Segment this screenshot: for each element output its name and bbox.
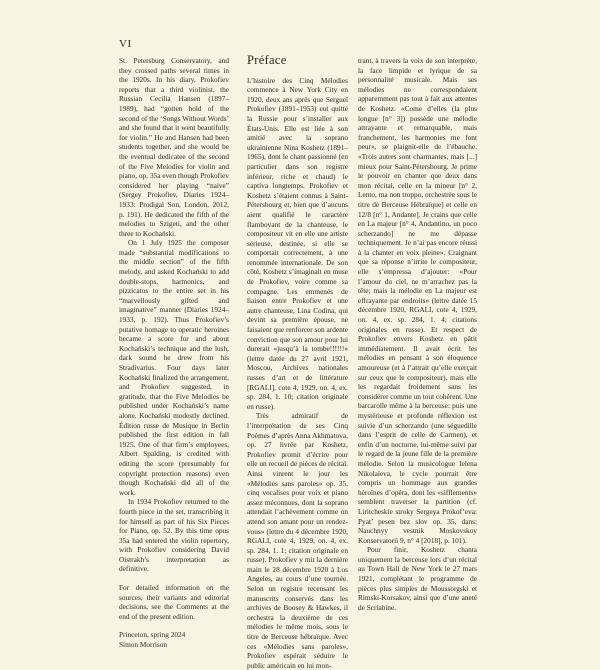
page-number: VI	[119, 38, 132, 50]
paragraph: For detailed information on the sources, their variants and editorial decisions, see the Comments at the end of the present edition.	[119, 583, 229, 621]
paragraph: In 1934 Prokofiev returned to the fourth piece in the set, transcribing it for himself as part of his Six Pieces for Piano, op. 52. By this time opus 35a had entered the violin repertory, with Prokofiev considering David Oistrakh’s interpretation as definitive.	[119, 497, 229, 574]
paragraph: trant, à travers la voix de son interprète, la face limpide et lyrique de sa personnalité musicale. Mais ses mélodies ne correspondaient apparemment pas tout à fait aux attentes de Koshetz. «Come d’elles (la plus longue [n° 3]) possède une mélodie attrayante et remarquable, mais franchement, les harmonies me font peur», se plaignit-elle de l’ébauche. «Trois autres sont charmantes, mais [...] mieux pour Saint-Pétersbourg. Je prime le pouvoir en chanter que deux dans mon récital, celle en la mineur [n° 2, Lento, ma non troppo, orchestrée sous le titre de Berceuse Hébraïque] et celle en 12/8 [n° 1, Andante]. Je crains que celle en La majeur [n° 4, Andantino, un poco scherzando] ne me dépasse techniquement. Je n’ai pas encore réussi à la chanter en voix pleine». Craignant que sa réponse n’irrite le compositeur, elle s’empressa d’ajouter: «Pour l’amour du ciel, ne m’arrachez pas la tête; mais la mélodie en La majeur est effrayante par endroits» (lettre datée 15 décembre 1920, RGALI, cote 4, 1929, on. 4, ex. sp. 284, 1. 4; citations originales en russe). Et respect de Prokofiev envers Koshetz en pâtit immédiatement. Il avait écrit les mélodies en pensant à son éloquence amoureuse (et à l’attrait qu’elle exerçait sur ceux que le compositeur), mais elle les regardait froidement sans les considérer comme un tout cohérent. Une barcarolle même à la berceuse: puis une mystérieuse et profonde réflexion est suivie d’un scherzando (une séguedille dans l’esprit de celle de Carmen), et enfin d’un nocturne, lui-même suivi par le regard de la jeune fille de la première mélodie. Selon la musicologue Ielena Nikolaïeva, le cycle pourrait être compris un hommage aux grandes héroïnes d’opéra, dont les «sifflements» semblent traverser la partition (cf. Liritcheskie stroky Sergeya Prokof’eva: Pyat’ pesen bez slov op. 35, dans: Nauchnyy vestnik Moskovskoy Konservatorii 9, n° 4 [2018], p. 101).	[358, 56, 477, 545]
signature-author: Simon Morrison	[119, 640, 168, 650]
paragraph: St. Petersburg Conservatory, and they crossed paths several times in the 1920s. In his diary, Prokofiev reports that a third violinist, the Russian Cecilia Hansen (1897–1989), had “gotten hold of the second of the ‘Songs Without Words’ and she found that it went beautifully for violin.” He and Hansen had been students together, and she would be the eventual dedicatee of the second of the Five Melodies for violin and piano, op. 35a even though Prokofiev considered her playing “naive” (Sergey Prokofiev, Diaries 1924–1933: Prodigal Son, London, 2012, p. 191). He dedicated the fifth of the melodies to Szigeti, and the other three to Kochański.	[119, 56, 229, 238]
paragraph: Pour finir, Koshetz chanta uniquement la berceuse lors d’un récital au Town Hall de New York le 27 mars 1921, complétant le programme de pièces plus simples de Moussorgski et Rimski-Korsakov, ainsi que d’une aneté de Scriabine.	[358, 545, 477, 612]
signature-place-date: Princeton, spring 2024	[119, 630, 186, 640]
paragraph: L’histoire des Cinq Mélodies commence à New York City en 1920, deux ans après que Sergueï Prokofiev (1891–1953) eut quitté la Russie pour s’installer aux États-Unis. Elle est liée à son amitié avec la soprano ukrainienne Nina Koshetz (1891–1965), dont le chant passionné (en particulier dans son registre inférieur, riche et chaud) le captiva longtemps. Prokofiev et Koshetz s’étaient connus à Saint-Pétersbourg et, bien que d’aucuns aient qualifié le caractère flamboyant de la chanteuse, le compositeur vit en elle une artiste sérieuse, destinée, si elle se comportait correctement, à une renommée internationale. De son côté, Koshetz s’imaginait en muse de Prokofiev, voire comme sa compagne. Les emmenés de liaison entre Prokofiev et une autre chanteuse, Lina Codina, qui devint sa première épouse, ne faisaient que renforcer son ardente conviction que son amour pour lui durerait «jusqu’à la tombe!!!!!!» (lettre datée du 27 avril 1921, Moscou, Archives nationales russes d’art et de littérature [RGALI], cote 4, 1929, on. 4, ex. sp. 284, 1. 10; citation originale en russe).	[247, 75, 348, 411]
paragraph: Très admiratif de l’interprétation de ses Cinq Poèmes d’après Anna Akhmatova, op. 27 livrée par Koshetz, Prokofiev promit d’écrire pour elle un recueil de pièces de récital. Ainsi vinrent le jour les «Mélodies sans paroles» op. 35, cinq vocalises pour voix et piano assez méconnues, dont la soprano attendait l’achèvement comme on attend son amant pour un rendez-vous» (lettre du 4 décembre 1920, RGALI, cote 4, 1929, on. 4, ex. sp. 284, 1. 1; citation originale en russe). Prokofiev y mit la dernière main le 28 décembre 1920 à Los Angeles, au cours d’une tournée. Selon un registre recensant les manuscrits conservés dans les archives de Boosey & Hawkes, il orchestra la deuxième de ces mélodies le même mois, sous le titre de Berceuse hébraïque. Avec ces «Mélodies sans paroles», Prokofiev espérait séduire le public américain en lui mon-	[247, 411, 348, 670]
preface-heading: Préface	[247, 53, 287, 67]
right-column	[358, 56, 477, 612]
left-column	[119, 56, 229, 650]
preface-column	[247, 53, 348, 670]
paragraph: On 1 July 1925 the composer made “substantial modifications to the middle section” of the fifth melody, and asked Kochański to add double-stops, harmonics, and pizzicatos to the entire set in his “marvellously gifted and imaginative” manner (Diaries 1924–1933, p. 192). Thus Prokofiev’s putative homage to operatic heroines became a score for and about Kochański’s technique and the lush, dark sound he drew from his Stradivarius. Four days later Kochański finalized the arrangement, and Prokofiev suggested, in gratitude, that the Five Melodies be published under Kochański’s name alone. Kochański modestly declined. Édition russe de Musique in Berlin published the first edition in fall 1925. One of that firm’s employees, Albert Spalding, is credited with editing the score (presumably for copyright protection reasons) even though Kochański did all of the work.	[119, 238, 229, 497]
